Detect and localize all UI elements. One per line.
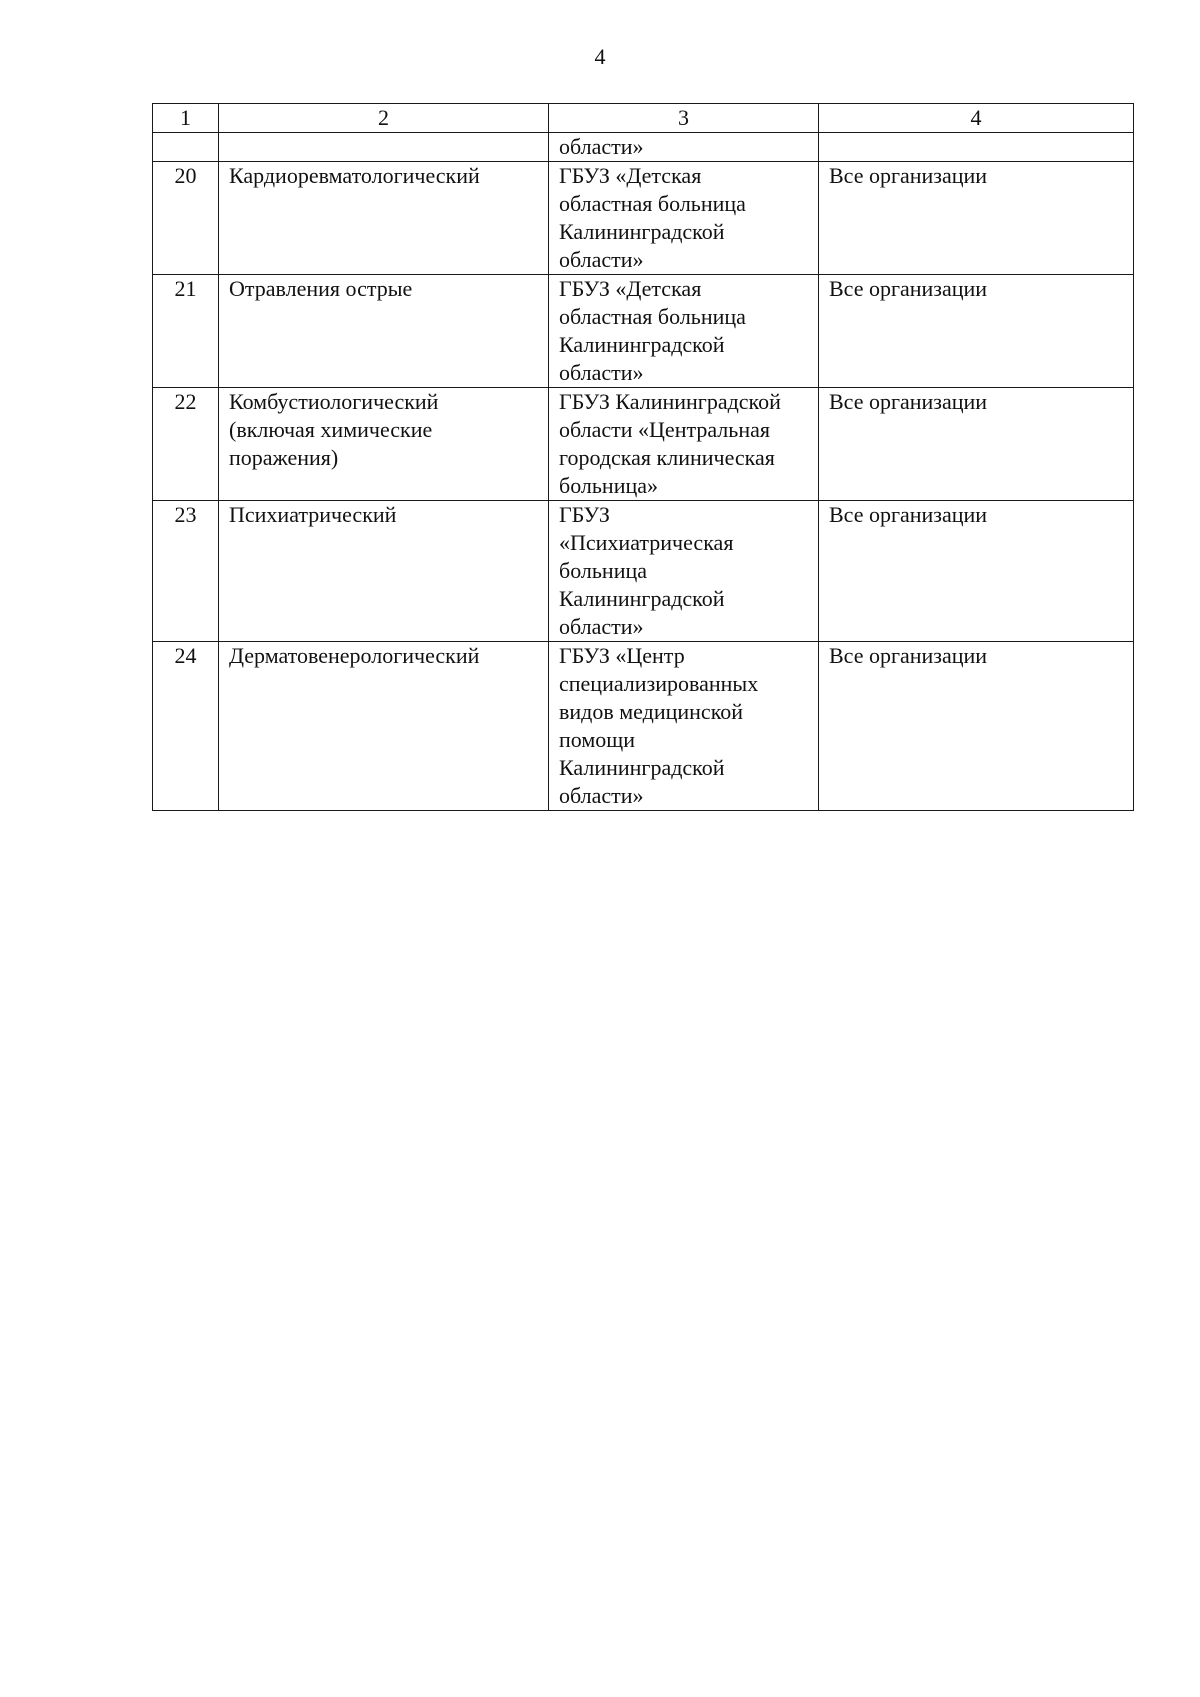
institution-line: больница bbox=[559, 558, 647, 583]
profile-cell bbox=[219, 162, 549, 275]
profile-cell bbox=[219, 388, 549, 501]
table-row bbox=[153, 162, 1134, 275]
institution-line: видов медицинской bbox=[559, 699, 744, 724]
institution-line: областная больница bbox=[559, 304, 746, 329]
header-cell: 3 bbox=[549, 104, 819, 133]
institution-line: городская клиническая bbox=[559, 445, 775, 470]
profile-cell bbox=[219, 501, 549, 642]
row-number-cell: 20 bbox=[153, 162, 219, 275]
institution-line: ГБУЗ bbox=[559, 502, 610, 527]
profile-cell bbox=[219, 133, 549, 162]
institution-line: больница» bbox=[559, 473, 658, 498]
row-number-cell: 22 bbox=[153, 388, 219, 501]
profile-line: Комбустиологический bbox=[229, 389, 439, 414]
table-row bbox=[153, 388, 1134, 501]
institution-line: области» bbox=[559, 247, 644, 272]
institution-cell bbox=[549, 642, 819, 811]
institution-line: области «Центральная bbox=[559, 417, 770, 442]
institution-line: специализированных bbox=[559, 671, 759, 696]
header-cell: 4 bbox=[819, 104, 1134, 133]
organizations-cell: Все организации bbox=[819, 388, 1134, 501]
organizations-cell bbox=[819, 133, 1134, 162]
row-number-cell bbox=[153, 133, 219, 162]
page-number: 4 bbox=[594, 44, 606, 69]
institution-line: Калининградской bbox=[559, 755, 725, 780]
row-number-cell: 24 bbox=[153, 642, 219, 811]
profile-line: Дерматовенерологический bbox=[229, 643, 480, 668]
institution-line: помощи bbox=[559, 727, 635, 752]
institution-line: Калининградской bbox=[559, 332, 725, 357]
institution-line: области» bbox=[559, 614, 644, 639]
header-cell: 1 bbox=[153, 104, 219, 133]
table-row bbox=[153, 501, 1134, 642]
table-header-row bbox=[153, 104, 1134, 133]
institution-cell bbox=[549, 162, 819, 275]
profile-line: Психиатрический bbox=[229, 502, 397, 527]
organizations-cell: Все организации bbox=[819, 162, 1134, 275]
institution-line: «Психиатрическая bbox=[559, 530, 734, 555]
institution-cell bbox=[549, 388, 819, 501]
profile-line: поражения) bbox=[229, 445, 339, 470]
institution-cell bbox=[549, 275, 819, 388]
institution-line: ГБУЗ Калининградской bbox=[559, 389, 781, 414]
profile-cell bbox=[219, 642, 549, 811]
organizations-cell: Все организации bbox=[819, 642, 1134, 811]
table-row bbox=[153, 275, 1134, 388]
institution-line: области» bbox=[559, 134, 644, 159]
row-number-cell: 21 bbox=[153, 275, 219, 388]
institution-line: ГБУЗ «Центр bbox=[559, 643, 685, 668]
institution-line: области» bbox=[559, 360, 644, 385]
institution-line: областная больница bbox=[559, 191, 746, 216]
profile-line: Отравления острые bbox=[229, 276, 413, 301]
institution-line: Калининградской bbox=[559, 219, 725, 244]
table-row bbox=[153, 133, 1134, 162]
row-number-cell: 23 bbox=[153, 501, 219, 642]
document-table bbox=[152, 103, 1134, 811]
profile-cell bbox=[219, 275, 549, 388]
organizations-cell: Все организации bbox=[819, 275, 1134, 388]
organizations-cell: Все организации bbox=[819, 501, 1134, 642]
institution-cell bbox=[549, 501, 819, 642]
table-row bbox=[153, 642, 1134, 811]
institution-line: Калининградской bbox=[559, 586, 725, 611]
institution-line: ГБУЗ «Детская bbox=[559, 163, 702, 188]
header-cell: 2 bbox=[219, 104, 549, 133]
institution-line: области» bbox=[559, 783, 644, 808]
profile-line: (включая химические bbox=[229, 417, 433, 442]
institution-line: ГБУЗ «Детская bbox=[559, 276, 702, 301]
profile-line: Кардиоревматологический bbox=[229, 163, 480, 188]
institution-cell bbox=[549, 133, 819, 162]
